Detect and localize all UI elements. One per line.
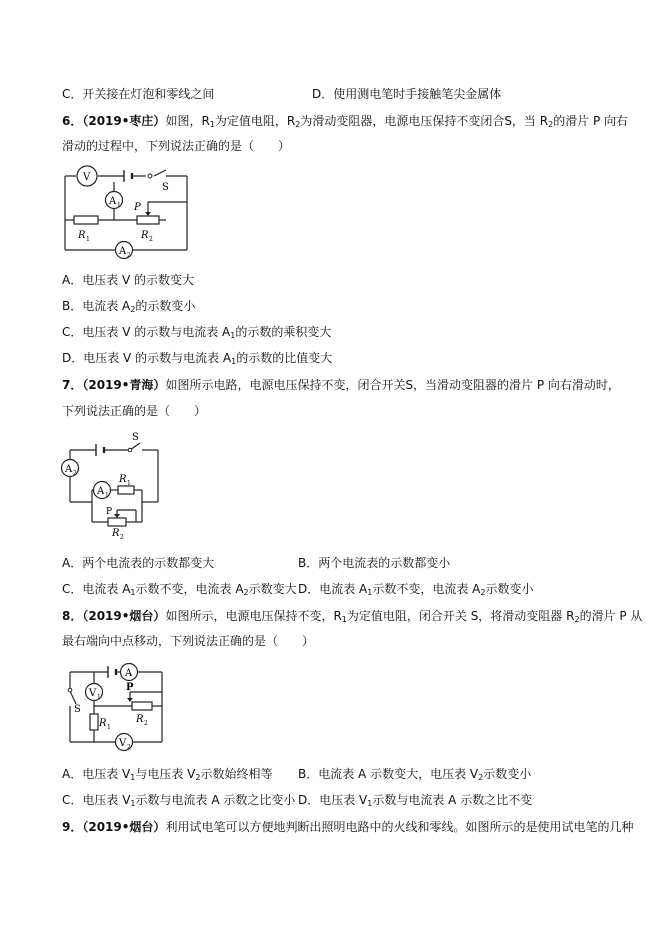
q6-stem-part: 为定值电阻，R bbox=[214, 114, 296, 128]
q7-fig-label: 1 bbox=[127, 480, 131, 487]
q7-stem-line2: 下列说法正确的是（ ） bbox=[62, 404, 207, 418]
q6-option-b bbox=[62, 298, 195, 314]
subscript: 1 bbox=[367, 588, 373, 597]
q5-option-d: D．使用测电笔时手接触笔尖金属体 bbox=[312, 87, 502, 101]
subscript: 2 bbox=[574, 615, 580, 624]
q8-stem-part: 为定值电阻，闭合开关 S，将滑动变阻器 R bbox=[346, 609, 575, 623]
q8-stem-part: 如图所示，电源电压保持不变，R bbox=[165, 609, 342, 623]
q8-option-d-pre: D．电压表 V bbox=[298, 793, 368, 807]
q6-fig-label: A bbox=[109, 196, 117, 207]
q6-fig-label: A bbox=[119, 246, 127, 257]
q6-option-d-post: 的示数的比值变大 bbox=[236, 351, 333, 365]
q8-fig-label: 2 bbox=[144, 720, 148, 727]
q7-number: 7． bbox=[62, 378, 83, 392]
subscript: 1 bbox=[130, 588, 136, 597]
q6-fig-label: 2 bbox=[127, 252, 131, 259]
q7-option-c-pre: C．电流表 A bbox=[62, 582, 131, 596]
q6-option-b-pre: B．电流表 A bbox=[62, 299, 131, 313]
q7-option-a: A．两个电流表的示数都变大 bbox=[62, 556, 215, 570]
q8-option-a bbox=[62, 766, 272, 782]
q7-source: （2019•青海） bbox=[82, 378, 166, 392]
q6-circuit-figure bbox=[62, 160, 192, 260]
q8-option-a-pre: A．电压表 V bbox=[62, 767, 131, 781]
q8-fig-label: 1 bbox=[107, 724, 111, 731]
q6-fig-label: 2 bbox=[149, 236, 153, 243]
q8-option-a-mid: 与电压表 V bbox=[135, 767, 196, 781]
subscript: 1 bbox=[230, 331, 236, 340]
q8-stem-line1 bbox=[62, 608, 642, 624]
q7-option-c-post: 示数变大 bbox=[248, 582, 297, 596]
q6-option-c bbox=[62, 324, 331, 340]
subscript: 1 bbox=[341, 615, 347, 624]
subscript: 1 bbox=[130, 799, 136, 808]
q7-option-c-mid: 示数不变，电流表 A bbox=[135, 582, 244, 596]
q6-fig-label: V bbox=[83, 172, 91, 183]
q8-option-c-pre: C．电压表 V bbox=[62, 793, 131, 807]
q6-fig-label: 1 bbox=[86, 236, 90, 243]
q6-source: （2019•枣庄） bbox=[82, 114, 166, 128]
q9-number: 9． bbox=[62, 820, 83, 834]
q8-fig-label: S bbox=[74, 704, 81, 715]
q5-option-c: C．开关接在灯泡和零线之间 bbox=[62, 87, 215, 101]
q8-number: 8． bbox=[62, 609, 83, 623]
q8-option-c bbox=[62, 792, 295, 808]
q7-option-b: B．两个电流表的示数都变小 bbox=[298, 556, 451, 570]
q8-fig-label: R bbox=[99, 718, 107, 729]
q7-fig-label: 1 bbox=[105, 492, 109, 499]
subscript: 1 bbox=[209, 120, 215, 129]
q7-circuit-figure bbox=[62, 430, 162, 540]
q6-option-c-post: 的示数的乘积变大 bbox=[235, 325, 332, 339]
q7-option-d-pre: D．电流表 A bbox=[298, 582, 368, 596]
q6-fig-label: P bbox=[134, 202, 141, 213]
subscript: 2 bbox=[195, 773, 201, 782]
q9-stem-line1 bbox=[62, 819, 633, 835]
q7-stem-part: 如图所示电路，电源电压保持不变，闭合开关S，当滑动变阻器的滑片 P 向右滑动时， bbox=[165, 378, 620, 392]
subscript: 1 bbox=[231, 357, 237, 366]
q8-stem-line2: 最右端向中点移动，下列说法正确的是（ ） bbox=[62, 634, 315, 648]
q6-stem-part: 为滑动变阻器，电源电压保持不变闭合S，当 R bbox=[300, 114, 549, 128]
q8-option-b-post: 示数变小 bbox=[483, 767, 532, 781]
q8-option-b-pre: B．电流表 A 示数变大，电压表 V bbox=[298, 767, 479, 781]
q7-option-c bbox=[62, 581, 297, 597]
q8-option-c-post: 示数与电流表 A 示数之比变小 bbox=[135, 793, 296, 807]
q8-fig-label: V bbox=[89, 688, 97, 699]
q8-option-d bbox=[298, 792, 532, 808]
q7-fig-label: A bbox=[97, 486, 105, 497]
q7-stem-line1 bbox=[62, 377, 620, 393]
q7-fig-label: P bbox=[106, 507, 113, 517]
subscript: 2 bbox=[130, 305, 136, 314]
subscript: 2 bbox=[478, 773, 484, 782]
q8-fig-label: R bbox=[136, 714, 144, 725]
q8-fig-label: 1 bbox=[97, 694, 101, 701]
q6-fig-label: R bbox=[141, 230, 149, 241]
q8-fig-label: P bbox=[126, 682, 134, 693]
q9-stem-part: 利用试电笔可以方便地判断出照明电路中的火线和零线。如图所示的是使用试电笔的几种 bbox=[165, 820, 634, 834]
q6-stem-line1 bbox=[62, 113, 628, 129]
subscript: 2 bbox=[243, 588, 249, 597]
q6-stem-part: 如图，R bbox=[165, 114, 210, 128]
q6-fig-label: 1 bbox=[117, 202, 121, 209]
q7-fig-label: A bbox=[65, 464, 73, 475]
q6-fig-label: S bbox=[162, 182, 169, 193]
q6-option-d bbox=[62, 350, 332, 366]
q6-stem-part: 的滑片 P 向右 bbox=[553, 114, 629, 128]
q7-option-d-mid: 示数不变，电流表 A bbox=[372, 582, 481, 596]
q7-option-d bbox=[298, 581, 534, 597]
q8-option-b bbox=[298, 766, 531, 782]
q8-option-a-post: 示数始终相等 bbox=[200, 767, 273, 781]
q6-option-a: A．电压表 V 的示数变大 bbox=[62, 273, 195, 287]
q6-option-c-pre: C．电压表 V 的示数与电流表 A bbox=[62, 325, 231, 339]
q6-option-d-pre: D．电压表 V 的示数与电流表 A bbox=[62, 351, 232, 365]
q8-option-d-post: 示数与电流表 A 示数之比不变 bbox=[372, 793, 533, 807]
subscript: 2 bbox=[480, 588, 486, 597]
q7-fig-label: R bbox=[119, 474, 127, 485]
q8-source: （2019•烟台） bbox=[82, 609, 166, 623]
q7-option-d-post: 示数变小 bbox=[485, 582, 534, 596]
subscript: 1 bbox=[130, 773, 136, 782]
q9-source: （2019•烟台） bbox=[82, 820, 166, 834]
q8-stem-part: 的滑片 P 从 bbox=[579, 609, 643, 623]
q7-fig-label: 2 bbox=[120, 534, 124, 541]
q6-number: 6． bbox=[62, 114, 83, 128]
subscript: 1 bbox=[367, 799, 373, 808]
q6-option-b-post: 的示数变小 bbox=[135, 299, 196, 313]
q8-fig-label: 2 bbox=[127, 744, 131, 751]
subscript: 2 bbox=[295, 120, 301, 129]
q8-circuit-figure bbox=[62, 660, 172, 750]
q7-fig-label: 2 bbox=[73, 470, 77, 477]
q6-stem-line2: 滑动的过程中，下列说法正确的是（ ） bbox=[62, 139, 291, 153]
q8-fig-label: V bbox=[119, 738, 127, 749]
q7-fig-label: S bbox=[132, 432, 139, 443]
q6-fig-label: R bbox=[78, 230, 86, 241]
q7-fig-label: R bbox=[112, 528, 120, 539]
q8-fig-label: A bbox=[125, 668, 133, 679]
subscript: 2 bbox=[548, 120, 554, 129]
